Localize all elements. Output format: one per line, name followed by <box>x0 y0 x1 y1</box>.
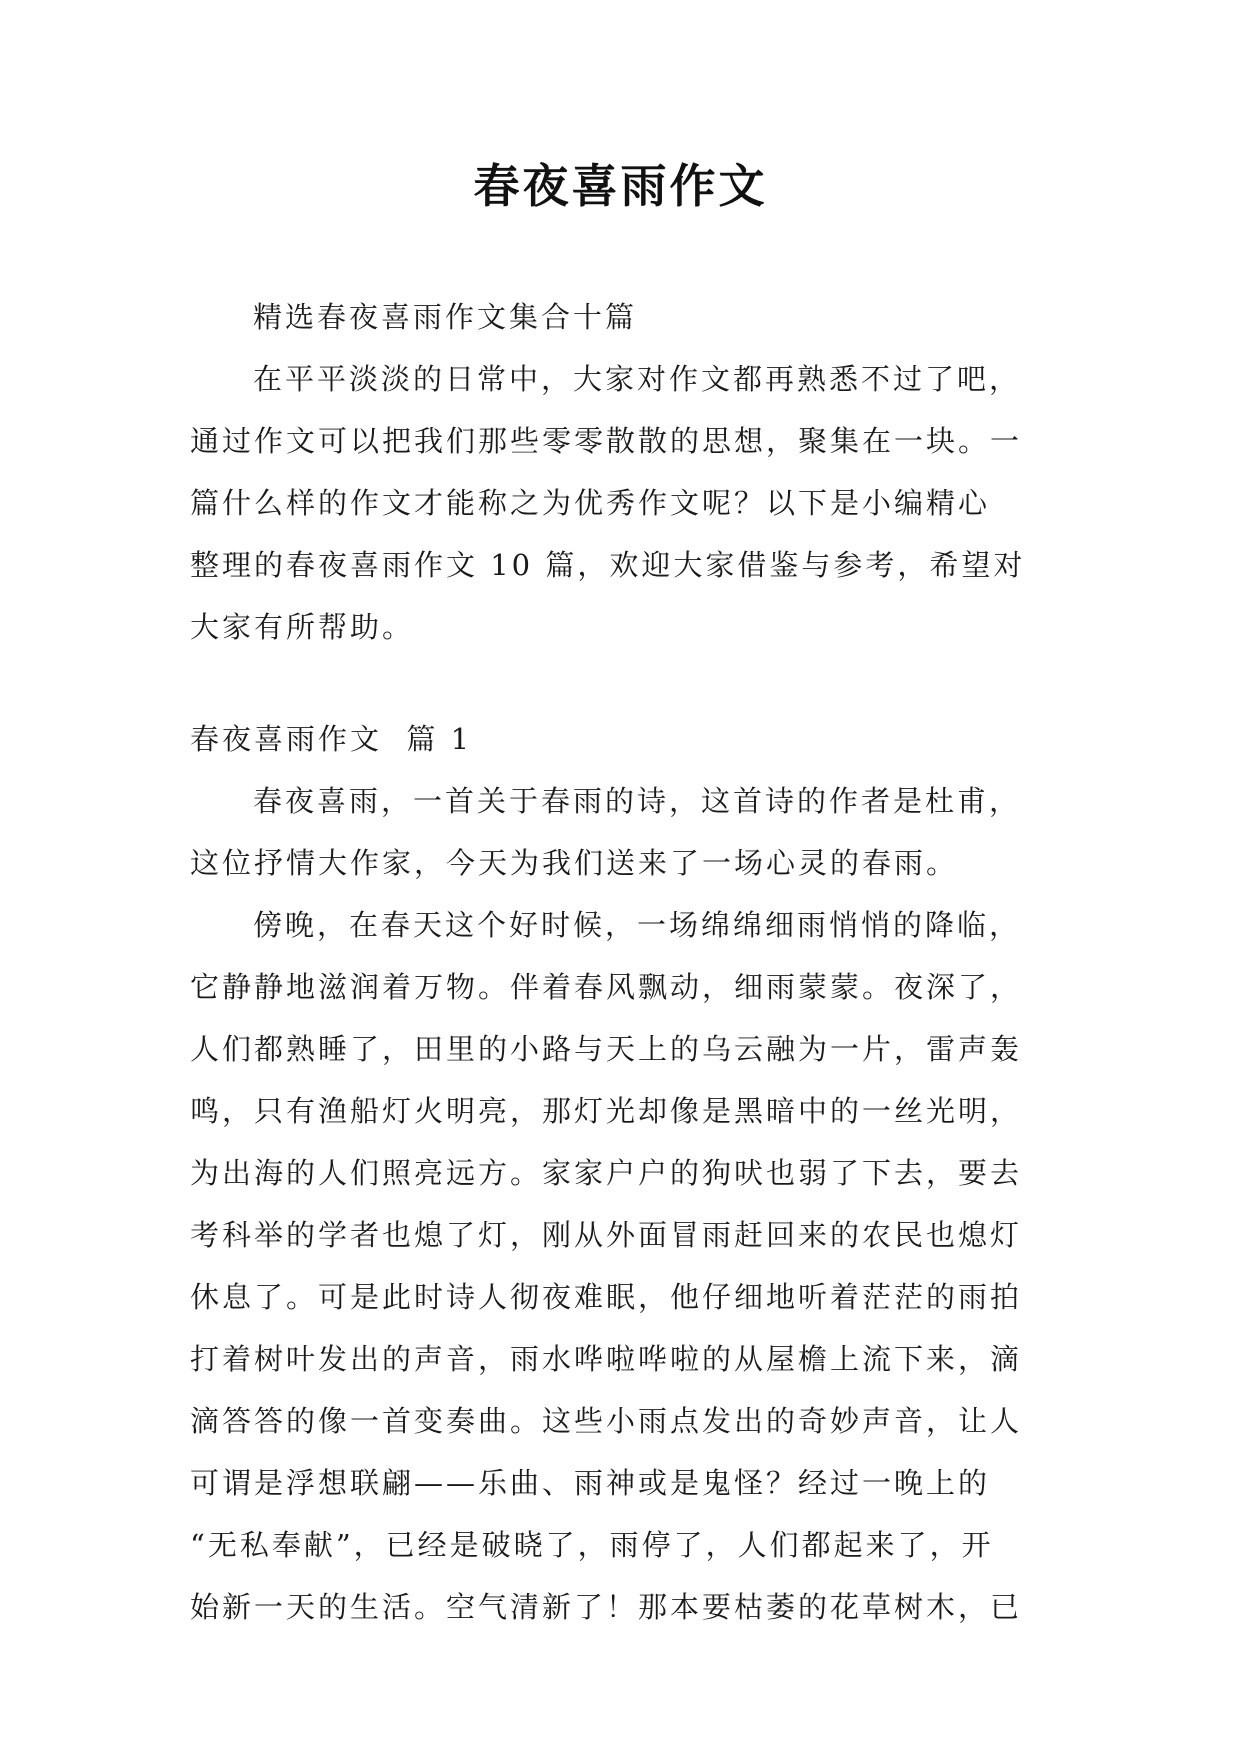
paragraph-line: 这位抒情大作家，今天为我们送来了一场心灵的春雨。 <box>190 846 959 880</box>
section-heading: 春夜喜雨作文 篇 1 <box>190 722 473 756</box>
intro-line: 通过作文可以把我们那些零零散散的思想，聚集在一块。一 <box>190 424 1023 458</box>
paragraph-line: 休息了。可是此时诗人彻夜难眠，他仔细地听着茫茫的雨拍 <box>190 1280 1023 1314</box>
paragraph-line: 春夜喜雨，一首关于春雨的诗，这首诗的作者是杜甫， <box>253 784 1022 818</box>
paragraph-line: 人们都熟睡了，田里的小路与天上的乌云融为一片，雷声轰 <box>190 1032 1023 1066</box>
paragraph-line: 它静静地滋润着万物。伴着春风飘动，细雨蒙蒙。夜深了， <box>190 970 1023 1004</box>
intro-line: 在平平淡淡的日常中，大家对作文都再熟悉不过了吧， <box>253 362 1022 396</box>
intro-subtitle: 精选春夜喜雨作文集合十篇 <box>253 300 638 334</box>
paragraph-line: 考科举的学者也熄了灯，刚从外面冒雨赶回来的农民也熄灯 <box>190 1218 1023 1252</box>
paragraph-line: 鸣，只有渔船灯火明亮，那灯光却像是黑暗中的一丝光明， <box>190 1094 1023 1128</box>
paragraph-line: “无私奉献”，已经是破晓了，雨停了，人们都起来了，开 <box>190 1528 994 1562</box>
paragraph-line: 滴答答的像一首变奏曲。这些小雨点发出的奇妙声音，让人 <box>190 1404 1023 1438</box>
paragraph-line: 打着树叶发出的声音，雨水哗啦哗啦的从屋檐上流下来，滴 <box>190 1342 1023 1376</box>
intro-line: 篇什么样的作文才能称之为优秀作文呢？以下是小编精心 <box>190 486 991 520</box>
intro-line: 大家有所帮助。 <box>190 610 415 644</box>
section-spacer <box>190 658 1060 708</box>
paragraph-line: 傍晚，在春天这个好时候，一场绵绵细雨悄悄的降临， <box>253 908 1022 942</box>
paragraph-line: 为出海的人们照亮远方。家家户户的狗吠也弱了下去，要去 <box>190 1156 1023 1190</box>
document-title: 春夜喜雨作文 <box>473 159 768 213</box>
paragraph-line: 始新一天的生活。空气清新了！那本要枯萎的花草树木，已 <box>190 1590 1023 1624</box>
paragraph-line: 可谓是浮想联翩——乐曲、雨神或是鬼怪？经过一晚上的 <box>190 1466 991 1500</box>
document-body <box>190 286 1060 1638</box>
intro-line: 整理的春夜喜雨作文 10 篇，欢迎大家借鉴与参考，希望对 <box>190 548 1026 582</box>
